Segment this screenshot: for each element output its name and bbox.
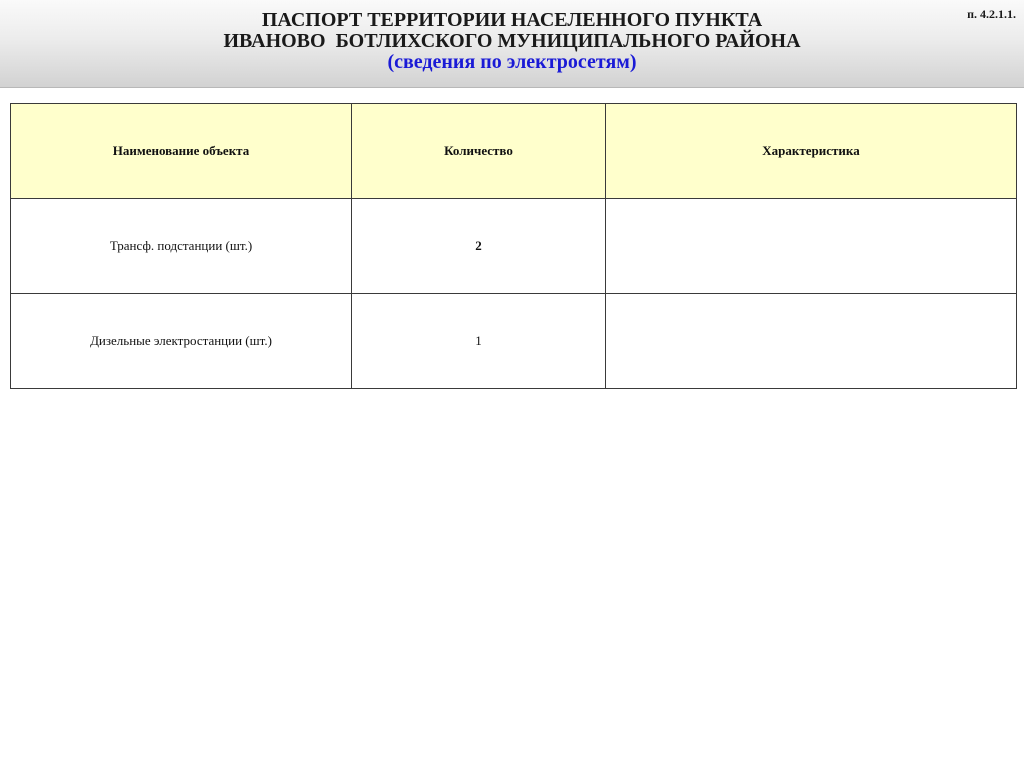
section-reference: п. 4.2.1.1.: [967, 7, 1016, 21]
page-subtitle: (сведения по электросетям): [387, 51, 637, 73]
title-line-2: ИВАНОВО БОТЛИХСКОГО МУНИЦИПАЛЬНОГО РАЙОНА: [223, 30, 801, 52]
cell-characteristic: [606, 294, 1017, 389]
page-header: [0, 0, 1024, 88]
column-header-name: Наименование объекта: [11, 104, 352, 199]
table-header-row: [11, 104, 1017, 199]
cell-object-name: Дизельные электростанции (шт.): [11, 294, 352, 389]
column-header-count: Количество: [352, 104, 606, 199]
cell-count: 1: [352, 294, 606, 389]
cell-object-name: Трансф. подстанции (шт.): [11, 199, 352, 294]
cell-count: 2: [352, 199, 606, 294]
table-row: [11, 294, 1017, 389]
column-header-characteristic: Характеристика: [606, 104, 1017, 199]
electric-network-table: [10, 103, 1017, 389]
cell-characteristic: [606, 199, 1017, 294]
table-row: [11, 199, 1017, 294]
title-line-1: ПАСПОРТ ТЕРРИТОРИИ НАСЕЛЕННОГО ПУНКТА: [261, 9, 763, 31]
page-title: [0, 10, 1024, 73]
